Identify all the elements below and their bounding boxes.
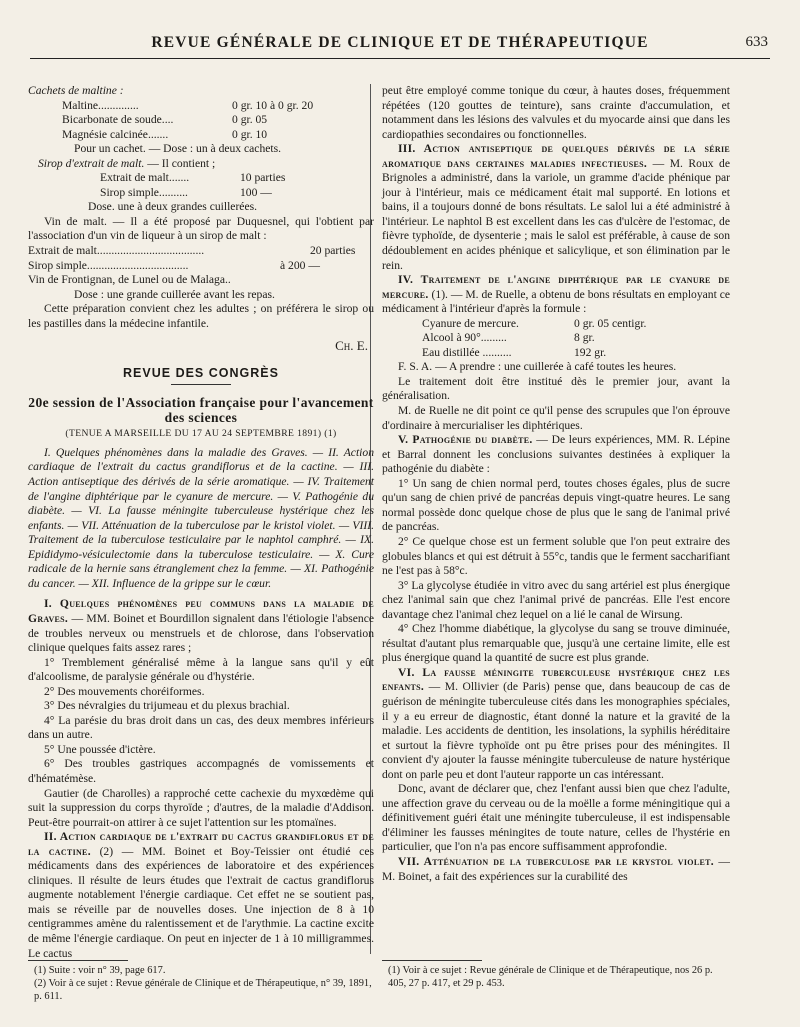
section-angine: IV. Traitement de l'angine diphtérique par le cyanure de mercure. (1). — M. de Ruelle, a obtenu de bons résultats en employant ce médicament à l'intérieur d'après la formule : xyxy=(382,273,730,316)
list-item: 6° Des troubles gastriques accompagnés de vomissements et d'hématémèse. xyxy=(28,757,374,785)
section-graves: I. Quelques phénomènes peu communs dans la maladie de Graves. — MM. Boinet et Bourdillon signalent dans l'étiologie l'absence de troubles nerveux ou menstruels et de chlorose, dans l'observation clinique quelques faits assez rares ; xyxy=(28,597,374,655)
list-item: 4° Chez l'homme diabétique, la glycolyse du sang se trouve diminuée, résultat d'autant plus remarquable que, jusqu'à une certaine limite, elle est plus énergique quand la quantité de sucre est plus grande. xyxy=(382,622,730,665)
page-number: 633 xyxy=(745,34,768,50)
recipe-row: Eau distillée .......... 192 gr. xyxy=(422,345,607,359)
list-item: 5° Une poussée d'ictère. xyxy=(44,742,156,756)
session-title: 20e session de l'Association française pour l'avancement des sciences xyxy=(28,395,374,426)
sirop-recipe xyxy=(28,171,374,200)
formula-recipe xyxy=(382,317,730,361)
recipe-row: Sirop simple................................... à 200 — xyxy=(28,258,320,272)
section-diabete: V. Pathogénie du diabète. — De leurs expériences, MM. R. Lépine et Barral donnent les conclusions suivantes destinées à expliquer la pathogénie du diabète : xyxy=(382,433,730,476)
recipe-row: Vin de Frontignan, de Lunel ou de Malaga.. xyxy=(28,273,231,287)
cachets-dose: Pour un cachet. — Dose : un à deux cachets. xyxy=(74,142,282,156)
vin-recipe xyxy=(28,244,374,288)
fsa-paragraph: F. S. A. — A prendre : une cuillerée à café toutes les heures. xyxy=(398,360,677,374)
sirop-paragraph: Sirop d'extrait de malt. — Il contient ; xyxy=(38,156,216,170)
section-antiseptique: III. Action antiseptique de quelques dérivés de la série aromatique dans certaines maladies infectieuses. — M. Roux de Brignoles a administré, dans la variole, un gramme d'acide phénique par jour à l'intérieur, mais ce médicament était mal supporté. En lotions et bains, il a toujours donné de bons résultats. Le salol lui a été administré à l'intérieur. Le naphtol B est excellent dans les cas d'ulcère de l'estomac, de fièvre typhoïde, de dysenterie ; mais le salol est préférable, à cause de son dédoublement en acides phénique et salicylique, et son élimination par le rein. xyxy=(382,142,730,272)
recipe-row: Magnésie calcinée....... 0 gr. 10 xyxy=(62,127,268,141)
recipe-row: Alcool à 90°......... 8 gr. xyxy=(422,331,595,345)
footnote-rule xyxy=(28,960,128,961)
section-cactus: II. Action cardiaque de l'extrait du cactus grandiflorus et de la cactine. (2) — MM. Boinet et Boy-Teissier ont étudié ces médicaments dans des expériences de laboratoire et des expériences cliniques. Il résulte de leurs études que l'extrait de cactus grandiflorus augmente notablement l'énergie cardiaque. Cet effet ne se soutient pas, mais se réveille par de nouvelles doses. Une injection de 8 à 10 centigrammes amène du ralentissement et de l'arythmie. La cactine excite de même l'énergie cardiaque. On peut en injecter de 1 à 10 milligrammes. Le cactus xyxy=(28,830,374,960)
running-header xyxy=(30,32,770,59)
recipe-row: Extrait de malt....... 10 parties xyxy=(100,171,286,185)
session-subtitle: (TENUE A MARSEILLE DU 17 AU 24 SEPTEMBRE 1891) (1) xyxy=(65,428,337,440)
footnote-rule xyxy=(382,960,482,961)
section-title: REVUE DES CONGRÈS xyxy=(123,365,279,380)
recipe-row: Bicarbonate de soude.... 0 gr. 05 xyxy=(62,113,268,127)
angine-paragraph: M. de Ruelle ne dit point ce qu'il pense des scrupules que l'on éprouve d'ordinaire à mercurialiser les diphtériques. xyxy=(382,404,730,432)
list-item: 2° Ce quelque chose est un ferment soluble que l'on peut extraire des globules blancs et qui est détruit à 55°c, tandis que le ferment saccharifiant ne l'est pas à 58°c. xyxy=(382,534,730,578)
author-signature: Ch. E. xyxy=(335,338,368,354)
meningite-paragraph: Donc, avant de déclarer que, chez l'enfant aussi bien que chez l'adulte, une affection grave du cerveau ou de la moëlle a forme méningitique qui a définitivement guéri était une méningite tuberculeuse, il est indispensable d'éliminer les fausses méningites de toute nature, celles de l'hystérie en particulier, que l'on n'a pas encore suffisamment approfondie. xyxy=(382,782,730,854)
section-rule xyxy=(171,384,231,385)
footnote: (1) Voir à ce sujet : Revue générale de Clinique et de Thérapeutique, nos 26 p. 405, 27 p. 417, et 29 p. 453. xyxy=(388,965,713,989)
recipe-row: Cyanure de mercure. 0 gr. 05 centigr. xyxy=(422,316,647,330)
footnote: (1) Suite : voir n° 39, page 617. xyxy=(34,965,166,976)
sirop-dose: Dose. une à deux grandes cuillerées. xyxy=(88,200,258,214)
list-item: 1° Un sang de chien normal perd, toutes choses égales, plus de sucre qu'un sang de chien privé de pancréas depuis vingt-quatre heures. Le sang normal possède donc quelque chose de plus que le sang de l'animal privé de pancréas. xyxy=(382,476,730,534)
list-item: 3° Des névralgies du trijumeau et du plexus brachial. xyxy=(44,699,290,713)
vin-paragraph: Vin de malt. — Il a été proposé par Duquesnel, qui l'obtient par l'association d'un vin de liqueur à un sirop de malt : xyxy=(28,214,374,243)
section-meningite: VI. La fausse méningite tuberculeuse hystérique chez les enfants. — M. Ollivier (de Paris) pense que, dans beaucoup de cas de guérison de méningite tuberculeuse cités dans les monographies spéciales, il y a eu erreur de diagnostic, étant donné la nature et la gravité de la maladie. Les accidents de dentition, les insolations, la syphilis héréditaire et surtout la fièvre typhoïde ont pu être prises pour des méningites. Il convient d'y ajouter la fausse méningite tuberculeuse de nature hystérique dont on parle peu et dont l'auteur rapporte un cas intéressant. xyxy=(382,665,730,781)
recipe-row: Maltine.............. 0 gr. 10 à 0 gr. 20 xyxy=(62,98,314,112)
footnote: (2) Voir à ce sujet : Revue générale de Clinique et de Thérapeutique, n° 39, 1891, p. 611. xyxy=(34,978,372,1002)
list-item: 1° Tremblement généralisé même à la langue sans qu'il y eût d'alcoolisme, de paralysie générale ou d'hystérie. xyxy=(28,655,374,684)
left-column xyxy=(28,84,374,961)
cachets-heading: Cachets de maltine : xyxy=(28,84,124,97)
journal-title: REVUE GÉNÉRALE DE CLINIQUE ET DE THÉRAPEUTIQUE xyxy=(151,34,649,51)
list-item: 3° La glycolyse étudiée in vitro avec du sang artériel est plus énergique chez l'animal sain que chez l'animal privé de pancréas. Elle l'est encore davantage chez l'animal chez lequel on a lié le canal de Wirsung. xyxy=(382,578,730,621)
footnotes-left xyxy=(28,960,374,1003)
angine-paragraph: Le traitement doit être institué dès le premier jour, avant la généralisation. xyxy=(382,374,730,403)
list-item: 2° Des mouvements choréiformes. xyxy=(44,684,205,698)
graves-paragraph: Gautier (de Charolles) a rapproché cette cachexie du myxœdème qui suit la suppression du corps thyroïde ; d'autres, de la maladie d'Addison. Peut-être pourrait-on attirer à ce sujet l'attention sur les ptomaïnes. xyxy=(28,786,374,829)
list-item: 4° La parésie du bras droit dans un cas, des deux membres inférieurs dans un autre. xyxy=(28,713,374,742)
vin-note: Cette préparation convient chez les adultes ; on préférera le sirop ou les pastilles dans la médecine infantile. xyxy=(28,302,374,330)
cachets-recipe xyxy=(28,99,374,143)
right-column xyxy=(382,84,730,884)
vin-dose: Dose : une grande cuillerée avant les repas. xyxy=(74,287,275,301)
recipe-row: Sirop simple.......... 100 — xyxy=(100,185,272,199)
footnotes-right xyxy=(382,960,730,990)
section-krystol: VII. Atténuation de la tuberculose par le krystol violet. — M. Boinet, a fait des expériences sur la curabilité des xyxy=(382,854,730,883)
cactus-continued: peut être employé comme tonique du cœur, à hautes doses, fréquemment répétées (120 gouttes de teinture), sans crainte d'accumulation, et notamment dans les lésions des valvules et du myocarde ainsi que dans les cardiopathies secondaires ou fonctionnelles. xyxy=(382,84,730,141)
recipe-row: Extrait de malt..................................... 20 parties xyxy=(28,244,356,258)
table-of-contents: I. Quelques phénomènes dans la maladie des Graves. — II. Action cardiaque de l'extrait du cactus grandiflorus et de la cactine. — III. Action antiseptique des dérivés de la série aromatique. — IV. Traitement de l'angine diphtérique par le cyanure de mercure. — V. Pathogénie du diabète. — VI. La fausse méningite tuberculeuse hystérique chez les enfants. — VII. Atténuation de la tuberculose par le kristol violet. — VIII. Traitement de la tuberculose testiculaire par le naphtol camphré. — IX. Epididymo-vésiculectomie dans la tuberculose testiculaire. — X. Cure radicale de la hernie sans étranglement chez la femme. — XI. Pathogénie du cancer. — XII. Influence de la grippe sur le cœur. xyxy=(28,445,374,590)
